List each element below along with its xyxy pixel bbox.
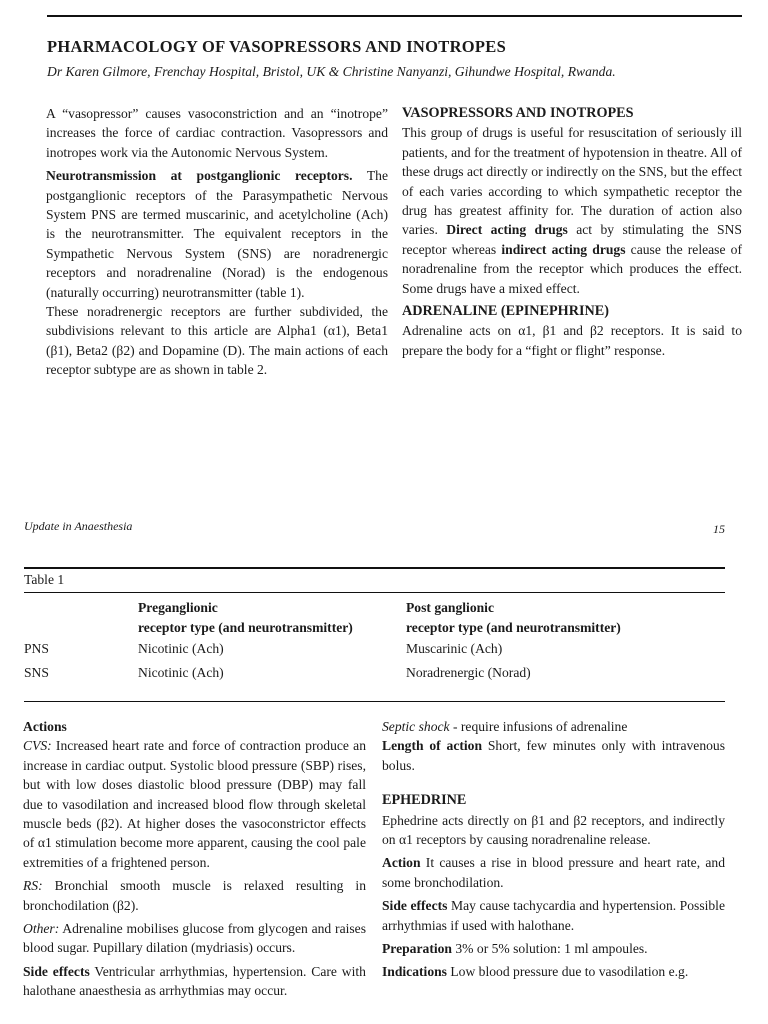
page-number: 15 (713, 522, 725, 536)
ephedrine-side-effects-paragraph (382, 896, 725, 935)
lower-left-column (23, 717, 366, 1001)
rs-text: Bronchial smooth muscle is relaxed resulting in bronchodilation (β2). (23, 878, 366, 913)
actions-heading: Actions (23, 719, 67, 734)
table-header-preganglionic (138, 598, 353, 638)
vasopressors-text-c: act by stimulating the SNS receptor whereas (402, 222, 742, 257)
ephedrine-indications-text: Low blood pressure due to vasodilation e.g. (446, 964, 689, 980)
ephedrine-paragraph: Ephedrine acts directly on β1 and β2 receptors, and indirectly on α1 receptors by causing noradrenaline release. (382, 812, 725, 848)
table-row-pns-pre: Nicotinic (Ach) (138, 641, 224, 656)
right-column (402, 104, 742, 360)
direct-acting-term: Direct acting drugs (446, 222, 568, 238)
article-title: PHARMACOLOGY OF VASOPRESSORS AND INOTROPES (47, 37, 507, 56)
left-column (46, 104, 388, 380)
vasopressors-heading: VASOPRESSORS AND INOTROPES (402, 105, 634, 121)
neurotransmission-text: The postganglionic receptors of the Parasympathetic Nervous System PNS are termed muscarinic, and acetylcholine (Ach) is the neurotransmitter. The equivalent receptors in the Sympathetic Nervous System (SNS) are noradrenergic receptors and noradrenaline (Norad) is the endogenous (naturally occurring) neurotransmitter (table 1). (46, 168, 388, 300)
journal-name: Update in Anaesthesia (24, 519, 133, 533)
table-row-sns-post: Noradrenergic (Norad) (406, 665, 531, 680)
postganglionic-header-line1: Post ganglionic (406, 600, 494, 615)
table-header-postganglionic (406, 598, 621, 638)
table-caption: Table 1 (24, 572, 65, 587)
ephedrine-indications-label: Indications (382, 964, 447, 980)
length-of-action-label: Length of action (382, 738, 483, 754)
neurotransmission-heading: Neurotransmission at postganglionic receptors. (46, 168, 353, 184)
indirect-acting-term: indirect acting drugs (501, 241, 626, 257)
ephedrine-heading: EPHEDRINE (382, 792, 467, 809)
adrenaline-paragraph: Adrenaline acts on α1, β1 and β2 receptors. It is said to prepare the body for a “fight or flight” response. (402, 323, 742, 358)
top-rule (47, 15, 742, 17)
adrenaline-side-effects-paragraph (23, 962, 366, 1001)
vasopressors-text-a: This group of drugs is useful for resuscitation of seriously ill patients, and for the treatment of hypotension in theatre. All of these drugs act directly or indirectly on the SNS, but the effect of each varies according to which sympathetic receptor the drug has greatest affinity for. The duration of action also varies. (402, 125, 742, 238)
rs-label: RS: (23, 878, 43, 894)
rs-paragraph (23, 876, 366, 915)
ephedrine-action-label: Action (382, 855, 421, 871)
ephedrine-indications-paragraph (382, 962, 725, 981)
septic-shock-paragraph (382, 717, 725, 736)
ephedrine-action-paragraph (382, 853, 725, 892)
cvs-label: CVS: (23, 738, 52, 754)
cvs-paragraph (23, 736, 366, 872)
other-text: Adrenaline mobilises glucose from glycogen and raises blood sugar. Pupillary dilation (mydriasis) occurs. (23, 921, 366, 956)
other-paragraph (23, 919, 366, 958)
postganglionic-header-line2: receptor type (and neurotransmitter) (406, 620, 621, 635)
adrenaline-heading: ADRENALINE (EPINEPHRINE) (402, 303, 609, 320)
other-label: Other: (23, 921, 60, 937)
table-top-rule (24, 567, 725, 569)
ephedrine-preparation-label: Preparation (382, 941, 452, 957)
vasopressors-paragraph (402, 123, 742, 298)
lower-right-column (382, 717, 725, 982)
length-of-action-paragraph (382, 736, 725, 775)
table-row-pns-label: PNS (24, 641, 49, 656)
ephedrine-side-effects-label: Side effects (382, 898, 448, 914)
table-row-sns-pre: Nicotinic (Ach) (138, 665, 224, 680)
ephedrine-preparation-paragraph (382, 939, 725, 958)
preganglionic-header-line1: Preganglionic (138, 600, 218, 615)
preganglionic-header-line2: receptor type (and neurotransmitter) (138, 620, 353, 635)
table-caption-rule (24, 592, 725, 593)
length-of-action-text: Short, few minutes only with intravenous bolus. (382, 738, 725, 773)
ephedrine-preparation-text: 3% or 5% solution: 1 ml ampoules. (451, 941, 648, 957)
intro-paragraph: A “vasopressor” causes vasoconstriction and an “inotrope” increases the force of cardiac contraction. Vasopressors and inotropes work via the Autonomic Nervous System. (46, 106, 388, 160)
adrenaline-side-effects-text: Ventricular arrhythmias, hypertension. Care with halothane anaesthesia as arrhythmias may occur. (23, 963, 366, 999)
vasopressors-text-e: cause the release of noradrenaline from the receptor which produces the effect. Some drugs have a mixed effect. (402, 241, 742, 296)
septic-shock-label: Septic shock (382, 719, 450, 734)
adrenaline-side-effects-label: Side effects (23, 963, 90, 979)
neurotransmission-paragraph (46, 166, 388, 302)
ephedrine-side-effects-text: May cause tachycardia and hypertension. Possible arrhythmias if used with halothane. (382, 898, 725, 933)
receptor-subdivision-paragraph: These noradrenergic receptors are further subdivided, the subdivisions relevant to this article are Alpha1 (α1), Beta1 (β1), Beta2 (β2) and Dopamine (D). The main actions of each receptor subtype are as shown in table 2. (46, 304, 388, 378)
table-bottom-rule (24, 701, 725, 702)
table-row-sns-label: SNS (24, 665, 49, 680)
table-row-pns-post: Muscarinic (Ach) (406, 641, 503, 656)
cvs-text: Increased heart rate and force of contraction produce an increase in cardiac output. Systolic blood pressure (SBP) rises, but with low doses diastolic blood pressure (DBP) may fall due to vasodilation and increased blood flow through skeletal muscle beds (β2). At higher doses the vasoconstrictor effects of α1 stimulation become more apparent, causing the cool pale extremities of a frightened person. (23, 738, 366, 870)
article-authors: Dr Karen Gilmore, Frenchay Hospital, Bristol, UK & Christine Nanyanzi, Gihundwe Hospital, Rwanda. (47, 64, 616, 79)
septic-shock-text: - require infusions of adrenaline (449, 719, 628, 734)
ephedrine-action-text: It causes a rise in blood pressure and heart rate, and some bronchodilation. (382, 855, 725, 890)
